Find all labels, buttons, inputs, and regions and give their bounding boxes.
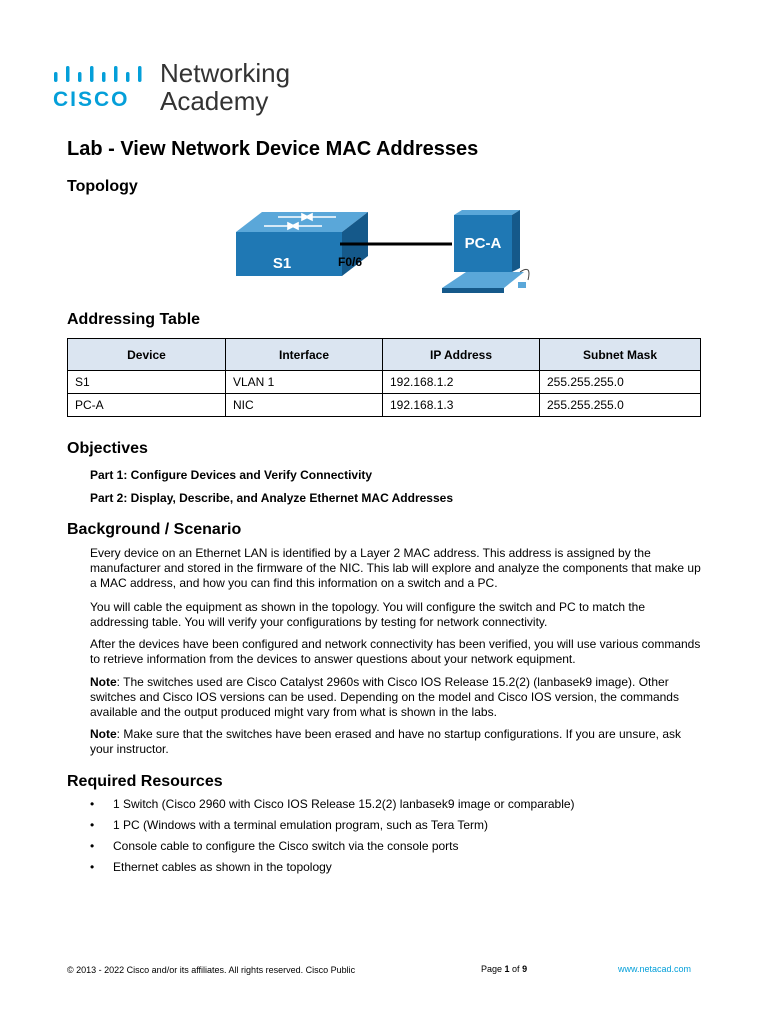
header-subnet-mask: Subnet Mask [540, 339, 701, 371]
cisco-networking-academy-logo [52, 58, 302, 118]
cell-subnet-mask: 255.255.255.0 [540, 394, 701, 417]
cell-ip-address: 192.168.1.3 [383, 394, 540, 417]
table-row [68, 394, 701, 417]
cell-subnet-mask: 255.255.255.0 [540, 371, 701, 394]
cell-device: S1 [68, 371, 226, 394]
topology-diagram [228, 206, 538, 296]
logo-academy: Academy [160, 86, 269, 116]
cell-ip-address: 192.168.1.2 [383, 371, 540, 394]
objectives-heading: Objectives [67, 440, 148, 457]
background-heading: Background / Scenario [67, 521, 242, 538]
header-ip-address: IP Address [383, 339, 540, 371]
footer-copyright: © 2013 - 2022 Cisco and/or its affiliates. All rights reserved. Cisco Public [67, 965, 356, 975]
header-interface: Interface [226, 339, 383, 371]
bullet-icon: • [90, 818, 95, 832]
page-of: of [509, 964, 523, 974]
page-total: 9 [522, 964, 528, 974]
background-paragraph: Every device on an Ethernet LAN is identified by a Layer 2 MAC address. This address is assigned by the manufacturer and stored in the firmware of the NIC. This lab will explore and analyze the components that make up a MAC address, and how you can find this information on a switch and a PC. [90, 546, 701, 590]
list-item [90, 860, 575, 881]
objective-part-2: Part 2: Display, Describe, and Analyze Ethernet MAC Addresses [90, 491, 454, 505]
note-text: : Make sure that the switches have been erased and have no startup configurations. If you are unsure, ask your instructor. [90, 727, 682, 756]
cell-device: PC-A [68, 394, 226, 417]
footer-page-number [481, 964, 527, 974]
resource-text: Console cable to configure the Cisco switch via the console ports [113, 839, 459, 853]
cell-interface: VLAN 1 [226, 371, 383, 394]
page-prefix: Page [481, 964, 505, 974]
objective-part-1: Part 1: Configure Devices and Verify Connectivity [90, 468, 373, 482]
logo-networking: Networking [160, 58, 291, 88]
port-label: F0/6 [338, 255, 363, 269]
bullet-icon: • [90, 839, 95, 853]
resource-text: Ethernet cables as shown in the topology [113, 860, 332, 874]
cisco-wordmark: CISCO [53, 88, 130, 111]
bullet-icon: • [90, 860, 95, 874]
page-current: 1 [504, 964, 510, 974]
required-resources-heading: Required Resources [67, 773, 223, 790]
list-item [90, 797, 575, 818]
note-label: Note [90, 675, 117, 689]
list-item [90, 818, 575, 839]
background-paragraph: After the devices have been configured and network connectivity has been verified, you will use various commands to retrieve information from the devices to answer questions about your network equipment. [90, 637, 701, 666]
pc-icon [442, 210, 529, 293]
background-paragraph: You will cable the equipment as shown in the topology. You will configure the switch and PC to match the addressing table. You will verify your configurations by testing for network connectivity. [90, 600, 646, 629]
table-row [68, 371, 701, 394]
note-text: : The switches used are Cisco Catalyst 2960s with Cisco IOS Release 15.2(2) (lanbasek9 image). Other switches and Cisco IOS versions can be used. Depending on the model and Cisco IOS version, the commands available and the output produced might vary from what is shown in the labs. [90, 675, 679, 719]
note-paragraph [90, 727, 702, 757]
switch-label: S1 [272, 255, 292, 272]
note-label: Note [90, 727, 117, 741]
header-device: Device [68, 339, 226, 371]
cell-interface: NIC [226, 394, 383, 417]
bullet-icon: • [90, 797, 95, 811]
list-item [90, 839, 575, 860]
footer-url-link[interactable]: www.netacad.com [618, 964, 692, 974]
addressing-table-heading: Addressing Table [67, 311, 201, 328]
resources-list [90, 797, 575, 881]
table-header-row [68, 339, 701, 371]
page-title: Lab - View Network Device MAC Addresses [67, 138, 479, 160]
pc-label: PC-A [464, 235, 502, 252]
resource-text: 1 PC (Windows with a terminal emulation program, such as Tera Term) [113, 818, 489, 832]
topology-heading: Topology [67, 178, 138, 195]
note-paragraph [90, 675, 702, 720]
cisco-bars-icon [52, 62, 150, 88]
addressing-table [67, 338, 701, 417]
resource-text: 1 Switch (Cisco 2960 with Cisco IOS Release 15.2(2) lanbasek9 image or comparable) [113, 797, 575, 811]
